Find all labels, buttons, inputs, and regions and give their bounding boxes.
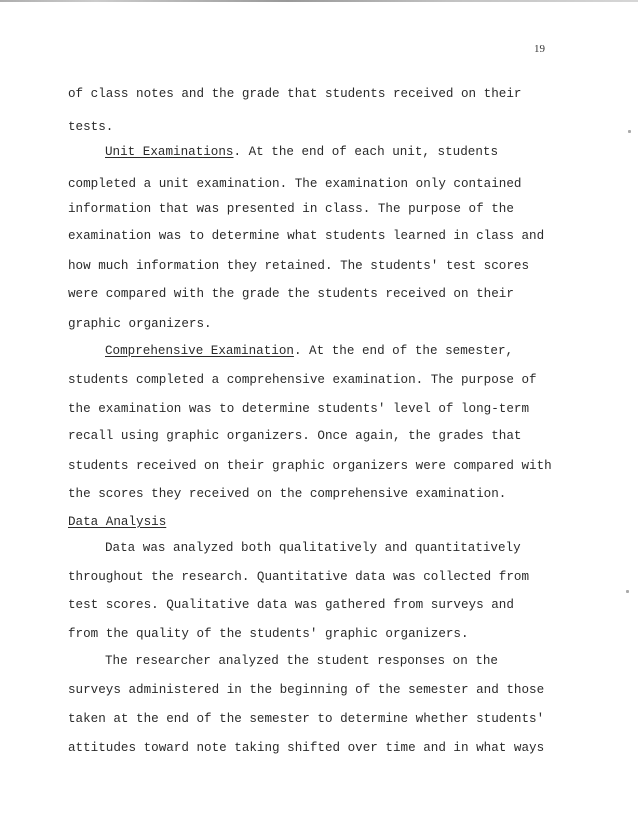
text-line: students received on their graphic organizers were compared with bbox=[68, 459, 552, 473]
scan-speck bbox=[628, 130, 631, 133]
text-line: tests. bbox=[68, 120, 114, 134]
text-line: taken at the end of the semester to determine whether students' bbox=[68, 712, 545, 726]
text-line: Data was analyzed both qualitatively and quantitatively bbox=[105, 541, 521, 555]
paragraph-line-comprehensive-exam bbox=[105, 343, 513, 359]
text-line: information that was presented in class. The purpose of the bbox=[68, 202, 514, 216]
text-line: completed a unit examination. The examination only contained bbox=[68, 177, 522, 191]
text-line: the examination was to determine students' level of long-term bbox=[68, 402, 530, 416]
text-line: surveys administered in the beginning of the semester and those bbox=[68, 683, 545, 697]
text-line: of class notes and the grade that students received on their bbox=[68, 87, 522, 101]
text-line: from the quality of the students' graphic organizers. bbox=[68, 627, 469, 641]
text-line: graphic organizers. bbox=[68, 317, 212, 331]
text-line: how much information they retained. The students' test scores bbox=[68, 259, 530, 273]
text-line: students completed a comprehensive examination. The purpose of bbox=[68, 373, 537, 387]
section-heading-comprehensive-examination: Comprehensive Examination bbox=[105, 344, 294, 358]
section-heading-unit-examinations: Unit Examinations bbox=[105, 145, 234, 159]
heading-span: Data Analysis bbox=[68, 515, 167, 529]
text-line: examination was to determine what students learned in class and bbox=[68, 229, 545, 243]
text-line: recall using graphic organizers. Once again, the grades that bbox=[68, 429, 522, 443]
text-span: . At the end of each unit, students bbox=[233, 145, 498, 159]
text-line: attitudes toward note taking shifted over time and in what ways bbox=[68, 741, 545, 755]
text-span: . At the end of the semester, bbox=[293, 344, 514, 358]
text-line: the scores they received on the comprehensive examination. bbox=[68, 487, 507, 501]
scan-edge bbox=[0, 0, 638, 2]
paragraph-line-unit-exams bbox=[105, 144, 498, 160]
text-line: were compared with the grade the students received on their bbox=[68, 287, 514, 301]
text-line: The researcher analyzed the student responses on the bbox=[105, 654, 498, 668]
text-line: test scores. Qualitative data was gathered from surveys and bbox=[68, 598, 514, 612]
text-line: throughout the research. Quantitative data was collected from bbox=[68, 570, 530, 584]
scan-speck bbox=[626, 590, 629, 593]
page-number: 19 bbox=[534, 43, 545, 55]
section-heading-data-analysis bbox=[68, 514, 166, 530]
